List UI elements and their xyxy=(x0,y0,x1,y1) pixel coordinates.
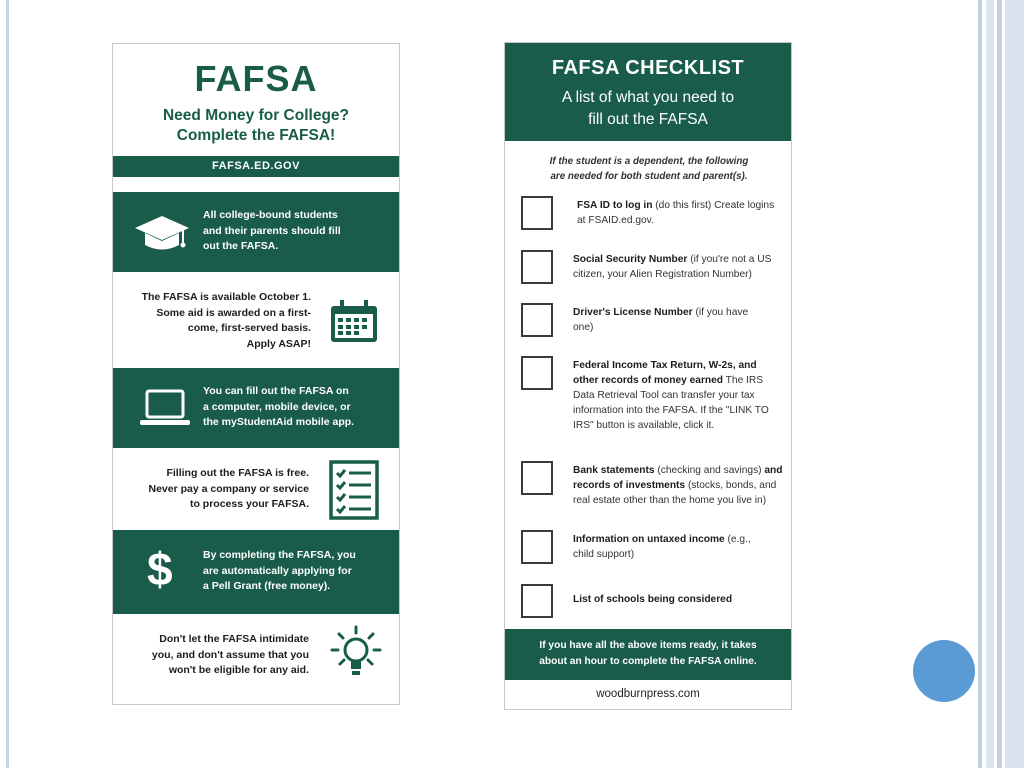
checklist-footer-line: about an hour to complete the FAFSA online. xyxy=(539,656,757,667)
flyer-row-lightbulb xyxy=(113,614,399,705)
checklist-item-text xyxy=(573,252,773,282)
lightbulb-icon xyxy=(329,624,383,680)
flyer-row-text xyxy=(142,290,311,352)
flyer-row-text xyxy=(148,466,309,513)
flyer-row-line: Some aid is awarded on a first- xyxy=(156,306,311,319)
checklist-item-bold: and records of investments xyxy=(573,465,783,491)
graduation-cap-icon xyxy=(133,214,191,254)
calendar-icon xyxy=(329,300,379,344)
checklist-header xyxy=(505,43,791,141)
flyer-subtitle-line: Complete the FAFSA! xyxy=(176,127,336,144)
checkbox xyxy=(521,303,553,337)
checklist-item-rest: (if you have one) xyxy=(573,307,749,333)
flyer-row-text xyxy=(203,384,354,431)
flyer-row-graduation xyxy=(113,192,399,272)
flyer-row-line: Never pay a company or service xyxy=(148,482,309,495)
checklist-item-bold: List of schools being considered xyxy=(573,594,733,605)
slide-right-border xyxy=(978,0,982,768)
checklist-item-text xyxy=(573,358,778,433)
checklist-item-bold: Social Security Number xyxy=(573,254,688,265)
laptop-icon xyxy=(139,388,191,430)
flyer-url: FAFSA.ED.GOV xyxy=(113,156,399,177)
checklist-title: FAFSA CHECKLIST xyxy=(551,57,745,79)
checkbox xyxy=(521,250,553,284)
checklist-intro xyxy=(517,154,781,184)
slide-right-border xyxy=(997,0,1002,768)
slide-right-border xyxy=(1005,0,1024,768)
checklist-icon xyxy=(329,460,379,520)
checklist-item-rest: (do this first) Create logins at FSAID.ed.gov. xyxy=(577,200,775,226)
checklist-subtitle-line: fill out the FAFSA xyxy=(588,111,708,128)
checklist-item-rest: The IRS Data Retrieval Tool can transfer your tax information into the FAFSA. If the "LINK TO IRS" button is available, click it. xyxy=(573,375,769,431)
checklist-item-rest: (stocks, bonds, and real estate other than the home you live in) xyxy=(573,480,777,506)
slide-left-border xyxy=(6,0,9,768)
checklist-footer xyxy=(505,629,791,680)
checklist-item-text xyxy=(573,532,763,562)
decorative-circle xyxy=(913,640,975,702)
flyer-row-line: Don't let the FAFSA intimidate xyxy=(159,633,309,645)
flyer-row-line: and their parents should fill xyxy=(203,224,341,237)
flyer-row-line: The FAFSA is available October 1. xyxy=(141,291,311,303)
checklist-item-rest: (e.g., child support) xyxy=(573,534,751,560)
checklist-subtitle-line: A list of what you need to xyxy=(561,89,735,106)
checklist-item-bold: FSA ID to log in xyxy=(577,200,653,211)
checklist-item-rest: (if you're not a US citizen, your Alien Registration Number) xyxy=(573,254,772,280)
flyer-row-calendar xyxy=(113,272,399,368)
fafsa-checklist-image xyxy=(504,42,792,710)
checkbox xyxy=(521,461,553,495)
checklist-item-rest: (checking and savings) xyxy=(654,465,765,476)
flyer-row-line: the myStudentAid mobile app. xyxy=(203,416,355,428)
checklist-item-text xyxy=(577,198,777,228)
flyer-subtitle xyxy=(113,106,399,146)
flyer-row-line: you, and don't assume that you xyxy=(151,648,309,661)
flyer-row-line: to process your FAFSA. xyxy=(189,498,309,510)
flyer-row-line: a Pell Grant (free money). xyxy=(203,580,331,592)
flyer-row-line: won't be eligible for any aid. xyxy=(168,664,309,676)
flyer-row-line: Apply ASAP! xyxy=(246,337,311,350)
flyer-row-line: come, first-served basis. xyxy=(187,322,311,334)
checklist-item-bold: Federal Income Tax Return, W-2s, and other records of money earned xyxy=(573,360,757,386)
checklist-item-text xyxy=(573,463,785,508)
checklist-item-bold: Bank statements xyxy=(573,465,655,476)
checklist-item-text xyxy=(573,592,785,607)
checklist-subtitle xyxy=(505,87,791,131)
flyer-row-laptop xyxy=(113,368,399,448)
checklist-item-bold: Information on untaxed income xyxy=(573,534,725,545)
fafsa-flyer-image xyxy=(112,43,400,705)
flyer-title: FAFSA xyxy=(194,58,318,99)
dollar-icon: $ xyxy=(147,543,173,595)
flyer-row-line: By completing the FAFSA, you xyxy=(203,549,356,561)
checklist-footer-line: If you have all the above items ready, it takes xyxy=(539,640,757,651)
checkbox xyxy=(521,584,553,618)
flyer-row-line: out the FAFSA. xyxy=(203,240,279,252)
flyer-row-checklist xyxy=(113,448,399,530)
flyer-row-text xyxy=(152,632,309,679)
checklist-intro-line: If the student is a dependent, the following xyxy=(549,156,749,167)
flyer-row-dollar xyxy=(113,530,399,614)
checkbox xyxy=(521,196,553,230)
flyer-row-line: You can fill out the FAFSA on xyxy=(203,385,349,397)
flyer-row-line: a computer, mobile device, or xyxy=(203,400,351,413)
checklist-website: woodburnpress.com xyxy=(596,688,700,700)
flyer-row-line: are automatically applying for xyxy=(203,564,352,577)
checkbox xyxy=(521,530,553,564)
checklist-item-text xyxy=(573,305,763,335)
checklist-item-bold: Driver's License Number xyxy=(573,307,693,318)
flyer-row-text xyxy=(203,548,356,595)
flyer-subtitle-line: Need Money for College? xyxy=(162,107,350,124)
checkbox xyxy=(521,356,553,390)
flyer-row-text xyxy=(203,208,341,255)
slide-right-border xyxy=(986,0,994,768)
checklist-intro-line: are needed for both student and parent(s). xyxy=(550,171,748,182)
flyer-row-line: All college-bound students xyxy=(203,209,338,221)
flyer-row-line: Filling out the FAFSA is free. xyxy=(166,467,309,479)
